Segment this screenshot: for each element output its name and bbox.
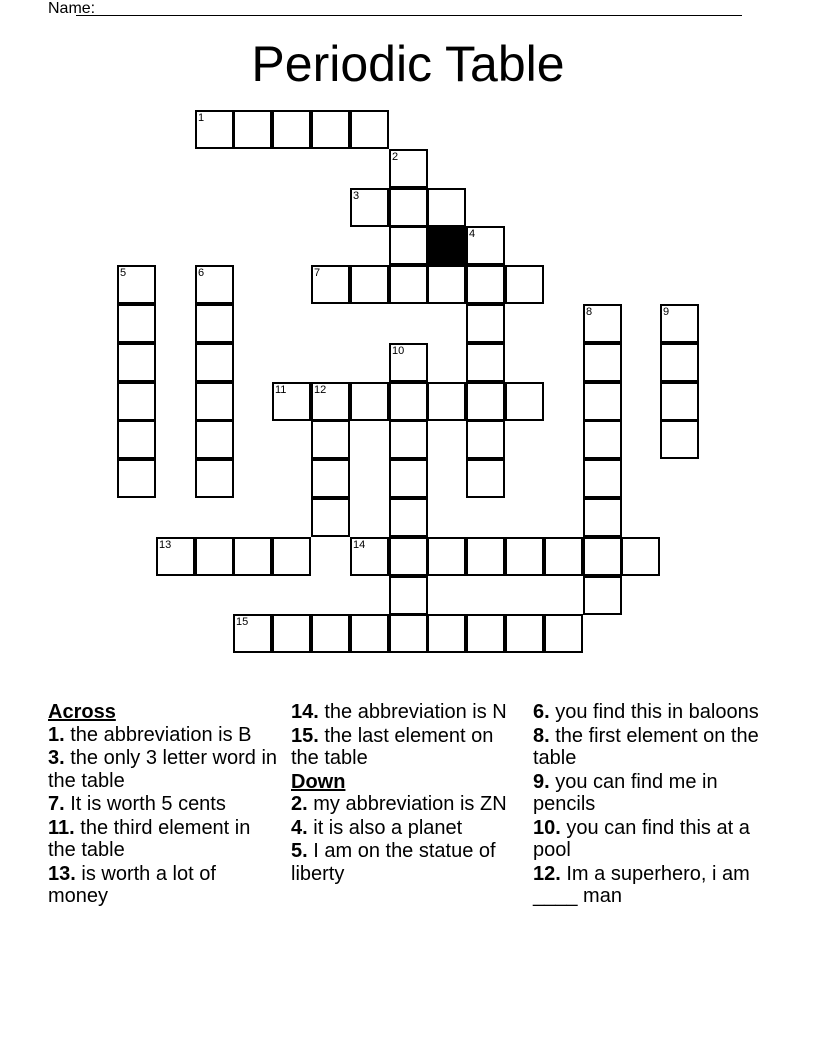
clue-down-2: 2. my abbreviation is ZN bbox=[291, 793, 507, 815]
clue-down-10: 10. you can find this at a pool bbox=[533, 816, 750, 861]
grid-cell[interactable] bbox=[272, 614, 311, 653]
grid-cell[interactable] bbox=[117, 343, 156, 382]
grid-cell[interactable] bbox=[117, 265, 156, 304]
grid-cell[interactable] bbox=[272, 537, 311, 576]
clue-across-3: 3. the only 3 letter word in the table bbox=[48, 747, 278, 792]
clue-across-7: 7. It is worth 5 cents bbox=[48, 793, 226, 815]
grid-cell[interactable] bbox=[311, 614, 350, 653]
clue-number: 12 bbox=[314, 384, 327, 396]
grid-cell[interactable] bbox=[117, 304, 156, 343]
grid-cell[interactable] bbox=[311, 265, 350, 304]
clue-number: 1 bbox=[198, 112, 205, 124]
clue-across-13: 13. is worth a lot of money bbox=[48, 862, 216, 907]
grid-cell[interactable] bbox=[583, 382, 622, 421]
grid-cell[interactable] bbox=[389, 226, 428, 265]
grid-cell[interactable] bbox=[660, 304, 699, 343]
black-square bbox=[427, 226, 466, 265]
grid-cell[interactable] bbox=[427, 382, 466, 421]
grid-cell[interactable] bbox=[583, 576, 622, 615]
clues-column-3 bbox=[533, 701, 763, 909]
grid-cell[interactable] bbox=[195, 343, 234, 382]
grid-cell[interactable] bbox=[466, 537, 505, 576]
grid-cell[interactable] bbox=[389, 382, 428, 421]
grid-cell[interactable] bbox=[350, 537, 389, 576]
grid-cell[interactable] bbox=[583, 459, 622, 498]
grid-cell[interactable] bbox=[583, 537, 622, 576]
clue-number: 4 bbox=[469, 228, 476, 240]
clue-down-4: 4. it is also a planet bbox=[291, 816, 463, 839]
clue-number: 13 bbox=[159, 539, 172, 551]
grid-cell[interactable] bbox=[389, 576, 428, 615]
clue-number: 5 bbox=[120, 267, 127, 279]
clue-number: 2 bbox=[392, 151, 399, 163]
down-heading: Down bbox=[291, 770, 346, 793]
across-heading: Across bbox=[48, 701, 116, 723]
grid-cell[interactable] bbox=[466, 382, 505, 421]
clue-number: 11 bbox=[275, 384, 287, 396]
clue-across-14: 14. the abbreviation is N bbox=[291, 701, 507, 723]
clue-down-6: 6. you find this in baloons bbox=[533, 701, 759, 723]
grid-cell[interactable] bbox=[311, 459, 350, 498]
grid-cell[interactable] bbox=[389, 459, 428, 498]
grid-cell[interactable] bbox=[156, 537, 195, 576]
grid-cell[interactable] bbox=[350, 614, 389, 653]
grid-cell[interactable] bbox=[233, 614, 272, 653]
clues-column-1 bbox=[48, 701, 278, 909]
clue-number: 6 bbox=[198, 267, 205, 279]
grid-cell[interactable] bbox=[505, 265, 544, 304]
grid-cell[interactable] bbox=[311, 420, 350, 459]
grid-cell[interactable] bbox=[427, 188, 466, 227]
grid-cell[interactable] bbox=[195, 382, 234, 421]
grid-cell[interactable] bbox=[389, 537, 428, 576]
grid-cell[interactable] bbox=[389, 188, 428, 227]
grid-cell[interactable] bbox=[350, 110, 389, 149]
grid-cell[interactable] bbox=[466, 304, 505, 343]
grid-cell[interactable] bbox=[117, 382, 156, 421]
grid-cell[interactable] bbox=[233, 537, 272, 576]
name-label: Name: bbox=[48, 0, 96, 17]
clue-across-11: 11. the third element in the table bbox=[48, 816, 251, 861]
grid-cell[interactable] bbox=[544, 614, 583, 653]
grid-cell[interactable] bbox=[427, 265, 466, 304]
clue-number: 9 bbox=[663, 306, 670, 318]
clue-down-9: 9. you can find me in pencils bbox=[533, 770, 718, 815]
grid-cell[interactable] bbox=[660, 343, 699, 382]
clue-across-1: 1. the abbreviation is B bbox=[48, 723, 252, 746]
grid-cell[interactable] bbox=[660, 420, 699, 459]
grid-cell[interactable] bbox=[389, 420, 428, 459]
grid-cell[interactable] bbox=[117, 459, 156, 498]
grid-cell[interactable] bbox=[583, 304, 622, 343]
grid-cell[interactable] bbox=[311, 498, 350, 537]
clue-number: 3 bbox=[353, 190, 360, 202]
grid-cell[interactable] bbox=[311, 382, 350, 421]
clue-number: 15 bbox=[236, 616, 249, 628]
grid-cell[interactable] bbox=[505, 537, 544, 576]
clue-number: 8 bbox=[586, 306, 593, 318]
clue-down-12: 12. Im a superhero, i am ____ man bbox=[533, 862, 750, 907]
grid-cell[interactable] bbox=[272, 382, 311, 421]
grid-cell[interactable] bbox=[195, 537, 234, 576]
grid-cell[interactable] bbox=[466, 459, 505, 498]
grid-cell[interactable] bbox=[195, 265, 234, 304]
grid-cell[interactable] bbox=[350, 188, 389, 227]
page-title: Periodic Table bbox=[251, 36, 565, 92]
clue-number: 7 bbox=[314, 267, 321, 279]
grid-cell[interactable] bbox=[117, 420, 156, 459]
grid-cell[interactable] bbox=[272, 110, 311, 149]
clue-down-8: 8. the first element on the table bbox=[533, 724, 759, 769]
grid-cell[interactable] bbox=[427, 537, 466, 576]
grid-cell[interactable] bbox=[583, 420, 622, 459]
grid-cell[interactable] bbox=[195, 420, 234, 459]
clue-number: 10 bbox=[392, 345, 405, 357]
grid-cell[interactable] bbox=[389, 149, 428, 188]
grid-cell[interactable] bbox=[195, 110, 234, 149]
grid-cell[interactable] bbox=[466, 265, 505, 304]
grid-cell[interactable] bbox=[660, 382, 699, 421]
grid-cell[interactable] bbox=[621, 537, 660, 576]
grid-cell[interactable] bbox=[350, 382, 389, 421]
grid-cell[interactable] bbox=[505, 382, 544, 421]
clue-down-5: 5. I am on the statue of liberty bbox=[291, 840, 496, 885]
grid-cell[interactable] bbox=[466, 226, 505, 265]
clue-number: 14 bbox=[353, 539, 366, 551]
grid-cell[interactable] bbox=[389, 265, 428, 304]
grid-cell[interactable] bbox=[195, 304, 234, 343]
grid-cell[interactable] bbox=[389, 614, 428, 653]
grid-cell[interactable] bbox=[233, 110, 272, 149]
grid-cell[interactable] bbox=[544, 537, 583, 576]
grid-cell[interactable] bbox=[583, 498, 622, 537]
grid-cell[interactable] bbox=[427, 614, 466, 653]
grid-cell[interactable] bbox=[583, 343, 622, 382]
grid-cell[interactable] bbox=[350, 265, 389, 304]
clue-across-15: 15. the last element on the table bbox=[291, 724, 494, 769]
grid-cell[interactable] bbox=[389, 343, 428, 382]
grid-cell[interactable] bbox=[311, 110, 350, 149]
grid-cell[interactable] bbox=[466, 343, 505, 382]
grid-cell[interactable] bbox=[389, 498, 428, 537]
grid-cell[interactable] bbox=[505, 614, 544, 653]
grid-cell[interactable] bbox=[466, 420, 505, 459]
grid-cell[interactable] bbox=[466, 614, 505, 653]
clues-column-2 bbox=[291, 701, 521, 886]
grid-cell[interactable] bbox=[195, 459, 234, 498]
